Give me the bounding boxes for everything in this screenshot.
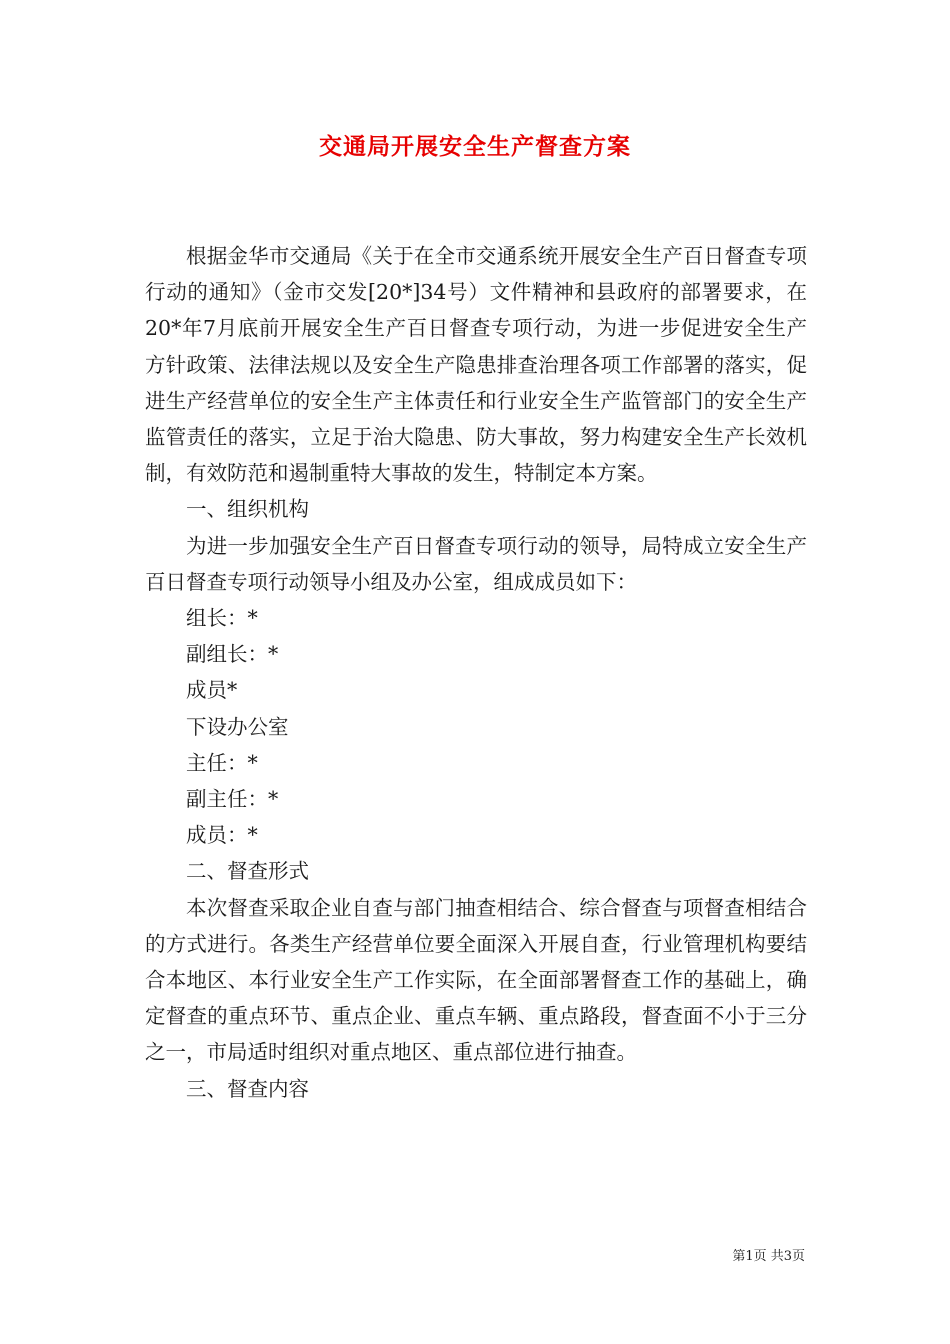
intro-paragraph: 根据金华市交通局《关于在全市交通系统开展安全生产百日督查专项行动的通知》（金市交发[20*]34号）文件精神和县政府的部署要求，在20*年7月底前开展安全生产百日督查专项行动，为进一步促进安全生产方针政策、法律法规以及安全生产隐患排查治理各项工作部署的落实，促进生产经营单位的安全生产主体责任和行业安全生产监管部门的安全生产监管责任的落实，立足于治大隐患、防大事故，努力构建安全生产长效机制，有效防范和遏制重特大事故的发生，特制定本方案。 — [145, 244, 807, 486]
office-line-deputy-director: 副主任：* — [186, 787, 279, 812]
section-heading-organization: 一、组织机构 — [186, 497, 309, 522]
form-paragraph: 本次督查采取企业自查与部门抽查相结合、综合督查与项督查相结合的方式进行。各类生产经营单位要全面深入开展自查，行业管理机构要结合本地区、本行业安全生产工作实际，在全面部署督查工作的基础上，确定督查的重点环节、重点企业、重点车辆、重点路段，督查面不小于三分之一，市局适时组织对重点地区、重点部位进行抽查。 — [145, 895, 807, 1065]
section-heading-form: 二、督查形式 — [186, 859, 309, 884]
member-line-leader: 组长：* — [186, 606, 258, 631]
organization-paragraph: 为进一步加强安全生产百日督查专项行动的领导，局特成立安全生产百日督查专项行动领导小组及办公室，组成成员如下： — [145, 533, 807, 594]
document-title: 交通局开展安全生产督查方案 — [319, 133, 631, 160]
office-line: 下设办公室 — [186, 714, 289, 739]
page-indicator: 第1页 共3页 — [732, 1249, 805, 1264]
member-line-members: 成员* — [186, 678, 238, 703]
office-line-director: 主任：* — [186, 750, 258, 775]
section-heading-content: 三、督查内容 — [186, 1076, 309, 1101]
office-line-members: 成员：* — [186, 823, 258, 848]
member-line-deputy-leader: 副组长：* — [186, 642, 279, 667]
document-body — [145, 238, 807, 1107]
